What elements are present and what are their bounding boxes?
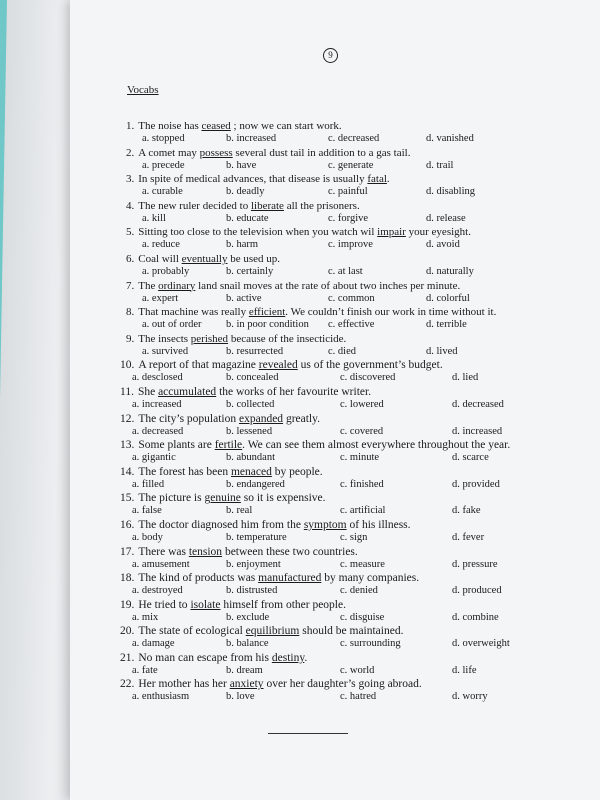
question-text-before: A comet may <box>138 146 200 159</box>
question-number: 18. <box>120 572 135 585</box>
question-item <box>70 492 600 519</box>
target-word: equilibrium <box>245 625 300 638</box>
question-item <box>70 466 600 493</box>
answer-option-b[interactable]: b. increased <box>226 133 277 144</box>
answer-option-a[interactable]: a. false <box>132 505 162 517</box>
answer-options <box>70 559 600 572</box>
answer-option-d[interactable]: d. fever <box>452 531 485 543</box>
question-item <box>70 572 600 599</box>
target-word: manufactured <box>258 572 322 585</box>
answer-option-b[interactable]: b. have <box>226 159 257 171</box>
answer-option-c[interactable]: c. hatred <box>340 691 377 703</box>
question-item <box>70 333 600 360</box>
answer-option-b[interactable]: b. balance <box>226 638 269 650</box>
target-word: efficient <box>248 306 286 319</box>
answer-option-a[interactable]: a. fate <box>132 664 158 676</box>
target-word: fatal <box>367 173 387 186</box>
question-text-after: so it is expensive. <box>240 492 326 505</box>
answer-option-c[interactable]: c. sign <box>340 531 368 543</box>
question-text <box>120 678 422 690</box>
target-word: expanded <box>238 412 284 425</box>
question-text-before: The forest has been <box>138 465 231 478</box>
answer-option-c[interactable]: c. lowered <box>340 398 384 410</box>
answer-option-d[interactable]: d. provided <box>452 478 500 490</box>
answer-options <box>70 133 600 146</box>
answer-option-b[interactable]: b. dream <box>226 664 263 676</box>
answer-options <box>70 532 600 545</box>
answer-option-b[interactable]: b. endangered <box>226 478 285 490</box>
question-text-before: She <box>137 385 159 398</box>
question-text-before: A report of that magazine <box>138 359 259 372</box>
question-item <box>70 200 600 227</box>
question-text <box>126 333 346 345</box>
question-item <box>70 652 600 679</box>
question-number: 16. <box>120 518 135 531</box>
question-text-after: . <box>386 173 390 186</box>
question-text-after: over her daughter’s going abroad. <box>263 678 422 691</box>
answer-option-d[interactable]: d. naturally <box>426 265 474 277</box>
answer-option-a[interactable]: a. kill <box>142 212 166 224</box>
question-item <box>70 120 600 147</box>
target-word: isolate <box>190 598 221 611</box>
question-text-before: The picture is <box>138 492 205 505</box>
answer-option-b[interactable]: b. abundant <box>226 452 275 464</box>
question-text-after: between these two countries. <box>222 545 358 558</box>
answer-option-d[interactable]: d. disabling <box>426 186 475 198</box>
target-word: menaced <box>230 465 272 478</box>
answer-option-a[interactable]: a. amusement <box>132 558 190 570</box>
answer-option-d[interactable]: d. avoid <box>426 239 460 251</box>
answer-options <box>70 665 600 678</box>
answer-options <box>70 213 600 226</box>
answer-option-d[interactable]: d. overweight <box>452 638 510 650</box>
answer-options <box>70 426 600 439</box>
answer-option-c[interactable]: c. at last <box>328 265 363 277</box>
answer-options <box>70 505 600 518</box>
question-text-after: land snail moves at the rate of about two inches per minute. <box>195 279 461 292</box>
question-text-before: Sitting too close to the television when you watch wil <box>138 226 378 239</box>
question-text <box>126 280 460 292</box>
answer-option-b[interactable]: b. certainly <box>226 265 274 277</box>
question-text-after: be used up. <box>227 252 281 265</box>
answer-option-b[interactable]: b. exclude <box>226 611 270 623</box>
target-word: eventually <box>181 252 228 265</box>
answer-option-c[interactable]: c. improve <box>328 239 373 251</box>
question-text-after: the works of her favourite writer. <box>216 385 372 398</box>
question-item <box>70 599 600 626</box>
question-text-after: by people. <box>271 465 323 478</box>
answer-option-a[interactable]: a. stopped <box>142 133 185 144</box>
question-item <box>70 678 600 705</box>
question-text <box>120 519 411 531</box>
answer-option-d[interactable]: d. produced <box>452 585 502 597</box>
answer-option-b[interactable]: b. temperature <box>226 531 287 543</box>
question-item <box>70 386 600 413</box>
answer-option-c[interactable]: c. died <box>328 345 356 357</box>
answer-options <box>70 160 600 173</box>
question-number: 6. <box>126 252 135 265</box>
answer-option-b[interactable]: b. love <box>226 691 255 703</box>
question-text-after: by many companies. <box>321 572 420 585</box>
answer-option-a[interactable]: a. precede <box>142 159 185 171</box>
answer-option-d[interactable]: d. decreased <box>452 398 504 410</box>
answer-option-b[interactable]: b. in poor condition <box>226 319 309 331</box>
answer-options <box>70 293 600 306</box>
question-text-after: several dust tail in addition to a gas tail. <box>232 146 411 159</box>
answer-options <box>70 372 600 385</box>
question-item <box>70 147 600 174</box>
answer-option-c[interactable]: c. discovered <box>340 372 396 384</box>
answer-option-d[interactable]: d. lived <box>426 345 458 357</box>
answer-option-c[interactable]: c. disguise <box>340 611 385 623</box>
question-item <box>70 280 600 307</box>
question-text-before: He tried to <box>138 598 191 611</box>
answer-options <box>70 266 600 279</box>
answer-option-d[interactable]: d. increased <box>452 425 503 437</box>
question-number: 12. <box>120 412 135 425</box>
answer-option-c[interactable]: c. surrounding <box>340 638 401 650</box>
answer-blank-line <box>268 733 348 734</box>
question-number: 20. <box>120 625 135 638</box>
question-text <box>120 466 323 478</box>
answer-options <box>70 319 600 332</box>
answer-option-d[interactable]: d. scarce <box>452 452 489 464</box>
answer-option-d[interactable]: d. worry <box>452 691 488 703</box>
answer-option-a[interactable]: a. gigantic <box>132 452 176 464</box>
question-text-before: The <box>138 279 159 292</box>
answer-option-a[interactable]: a. decreased <box>132 425 184 437</box>
question-text <box>126 173 390 185</box>
answer-option-a[interactable]: a. desclosed <box>132 372 183 384</box>
question-item <box>70 625 600 652</box>
question-text-before: The city’s population <box>138 412 239 425</box>
question-text <box>120 413 320 425</box>
answer-option-d[interactable]: d. vanished <box>426 133 474 144</box>
target-word: ceased <box>201 120 231 132</box>
question-text-before: The noise has <box>138 120 202 132</box>
question-text-before: There was <box>138 545 189 558</box>
answer-option-a[interactable]: a. filled <box>132 478 165 490</box>
answer-option-b[interactable]: b. harm <box>226 239 259 251</box>
question-number: 10. <box>120 359 135 372</box>
answer-option-a[interactable]: a. mix <box>132 611 159 623</box>
target-word: anxiety <box>229 678 264 691</box>
answer-options <box>70 399 600 412</box>
page-heading: Vocabs <box>127 84 159 96</box>
question-number: 2. <box>126 146 135 159</box>
answer-option-d[interactable]: d. combine <box>452 611 499 623</box>
answer-option-b[interactable]: b. real <box>226 505 253 517</box>
question-text <box>126 200 360 212</box>
answer-option-b[interactable]: b. lessened <box>226 425 273 437</box>
question-text <box>126 253 280 265</box>
answer-option-b[interactable]: b. enjoyment <box>226 558 281 570</box>
question-text <box>120 546 358 558</box>
question-text <box>120 492 326 504</box>
answer-option-a[interactable]: a. out of order <box>142 319 202 331</box>
question-number: 7. <box>126 279 135 292</box>
answer-option-b[interactable]: b. deadly <box>226 186 265 198</box>
answer-option-c[interactable]: c. effective <box>328 319 375 331</box>
answer-options <box>70 479 600 492</box>
answer-option-d[interactable]: d. release <box>426 212 466 224</box>
question-number: 11. <box>120 385 134 398</box>
answer-option-a[interactable]: a. increased <box>132 398 182 410</box>
question-number: 14. <box>120 465 135 478</box>
answer-options <box>70 638 600 651</box>
target-word: liberate <box>250 199 284 212</box>
question-text-before: The new ruler decided to <box>138 199 251 212</box>
question-text <box>120 572 419 584</box>
answer-option-a[interactable]: a. curable <box>142 186 183 198</box>
answer-option-d[interactable]: d. fake <box>452 505 481 517</box>
answer-option-b[interactable]: b. distrusted <box>226 585 278 597</box>
question-item <box>70 359 600 386</box>
question-text-after: . <box>304 651 308 664</box>
answer-option-d[interactable]: d. trail <box>426 159 454 171</box>
answer-options <box>70 585 600 598</box>
target-word: ordinary <box>158 279 196 292</box>
question-number: 4. <box>126 199 135 212</box>
question-text-before: Her mother has her <box>138 678 230 691</box>
question-text-before: In spite of medical advances, that disease is usually <box>138 173 368 186</box>
target-word: fertile <box>214 439 243 452</box>
question-item <box>70 519 600 546</box>
question-text-after: us of the government’s budget. <box>297 359 443 372</box>
question-text-before: No man can escape from his <box>138 651 272 664</box>
answer-options <box>70 346 600 359</box>
question-number: 13. <box>120 439 135 452</box>
question-text <box>126 147 410 159</box>
answer-option-b[interactable]: b. collected <box>226 398 275 410</box>
answer-option-c[interactable]: c. finished <box>340 478 384 490</box>
answer-option-d[interactable]: d. pressure <box>452 558 498 570</box>
question-number: 15. <box>120 492 135 505</box>
question-text-after: of his illness. <box>346 518 411 531</box>
answer-option-c[interactable]: c. covered <box>340 425 384 437</box>
question-item <box>70 173 600 200</box>
question-text <box>120 439 510 451</box>
question-number: 19. <box>120 598 135 611</box>
question-text <box>120 652 307 664</box>
answer-option-c[interactable]: c. forgive <box>328 212 369 224</box>
worksheet-page <box>70 0 600 800</box>
target-word: genuine <box>204 492 241 505</box>
answer-options <box>70 186 600 199</box>
question-text-after: should be maintained. <box>299 625 404 638</box>
question-item <box>70 413 600 440</box>
question-number: 3. <box>126 173 135 186</box>
question-number: 8. <box>126 306 135 319</box>
question-text-after: himself from other people. <box>220 598 346 611</box>
answer-option-c[interactable]: c. painful <box>328 186 368 198</box>
answer-option-c[interactable]: c. world <box>340 664 375 676</box>
answer-option-d[interactable]: d. life <box>452 664 477 676</box>
answer-option-b[interactable]: b. resurrected <box>226 345 284 357</box>
question-text <box>120 599 346 611</box>
question-text <box>120 625 403 637</box>
page-number: 9 <box>323 48 338 63</box>
answer-option-a[interactable]: a. expert <box>142 292 179 304</box>
answer-option-c[interactable]: c. denied <box>340 585 378 597</box>
question-text-after: because of the insecticide. <box>228 332 347 345</box>
target-word: possess <box>199 146 233 159</box>
question-text-before: That machine was really <box>138 306 249 319</box>
target-word: revealed <box>258 359 298 372</box>
answer-option-d[interactable]: d. terrible <box>426 319 467 331</box>
question-text-after: ; now we can start work. <box>230 120 342 132</box>
question-text-before: Some plants are <box>138 439 215 452</box>
question-text <box>120 386 371 398</box>
target-word: tension <box>188 545 223 558</box>
answer-option-b[interactable]: b. active <box>226 292 262 304</box>
question-text-before: Coal will <box>138 252 182 265</box>
question-number: 5. <box>126 226 135 239</box>
question-text-before: The kind of products was <box>138 572 259 585</box>
question-text-before: The doctor diagnosed him from the <box>138 518 304 531</box>
answer-options <box>70 452 600 465</box>
target-word: impair <box>377 226 406 239</box>
question-number: 9. <box>126 332 135 345</box>
answer-option-a[interactable]: a. survived <box>142 345 189 357</box>
target-word: perished <box>190 332 229 345</box>
question-item <box>70 226 600 253</box>
question-text <box>126 226 471 238</box>
question-number: 17. <box>120 545 135 558</box>
answer-option-c[interactable]: c. decreased <box>328 133 380 144</box>
question-text-after: greatly. <box>283 412 320 425</box>
question-number: 1. <box>126 120 135 132</box>
target-word: destiny <box>271 651 305 664</box>
answer-option-a[interactable]: a. body <box>132 531 163 543</box>
answer-options <box>70 239 600 252</box>
answer-option-c[interactable]: c. measure <box>340 558 385 570</box>
answer-option-c[interactable]: c. minute <box>340 452 380 464</box>
answer-option-b[interactable]: b. concealed <box>226 372 279 384</box>
question-text-after: . We can see them almost everywhere throughout the year. <box>242 439 511 452</box>
answer-option-d[interactable]: d. colorful <box>426 292 470 304</box>
answer-option-d[interactable]: d. lied <box>452 372 479 384</box>
answer-option-c[interactable]: c. common <box>328 292 375 304</box>
question-text-after: all the prisoners. <box>283 199 360 212</box>
question-item <box>70 306 600 333</box>
question-item <box>70 439 600 466</box>
answer-option-c[interactable]: c. artificial <box>340 505 386 517</box>
answer-option-a[interactable]: a. enthusiasm <box>132 691 190 703</box>
question-number: 22. <box>120 678 135 691</box>
question-text <box>126 120 342 132</box>
question-number: 21. <box>120 651 135 664</box>
answer-option-b[interactable]: b. educate <box>226 212 269 224</box>
answer-option-a[interactable]: a. probably <box>142 265 190 277</box>
answer-option-c[interactable]: c. generate <box>328 159 374 171</box>
answer-options <box>70 691 600 704</box>
target-word: symptom <box>303 518 347 531</box>
answer-option-a[interactable]: a. damage <box>132 638 175 650</box>
question-list <box>70 120 600 705</box>
question-text-after: . We couldn’t finish our work in time without it. <box>285 306 497 319</box>
answer-option-a[interactable]: a. destroyed <box>132 585 183 597</box>
question-text-before: The insects <box>138 332 191 345</box>
question-item <box>70 546 600 573</box>
answer-options <box>70 612 600 625</box>
target-word: accumulated <box>158 385 217 398</box>
question-text-after: your eyesight. <box>405 226 471 239</box>
question-text <box>126 306 496 318</box>
answer-option-a[interactable]: a. reduce <box>142 239 180 251</box>
question-item <box>70 253 600 280</box>
question-text-before: The state of ecological <box>138 625 246 638</box>
question-text <box>120 359 443 371</box>
